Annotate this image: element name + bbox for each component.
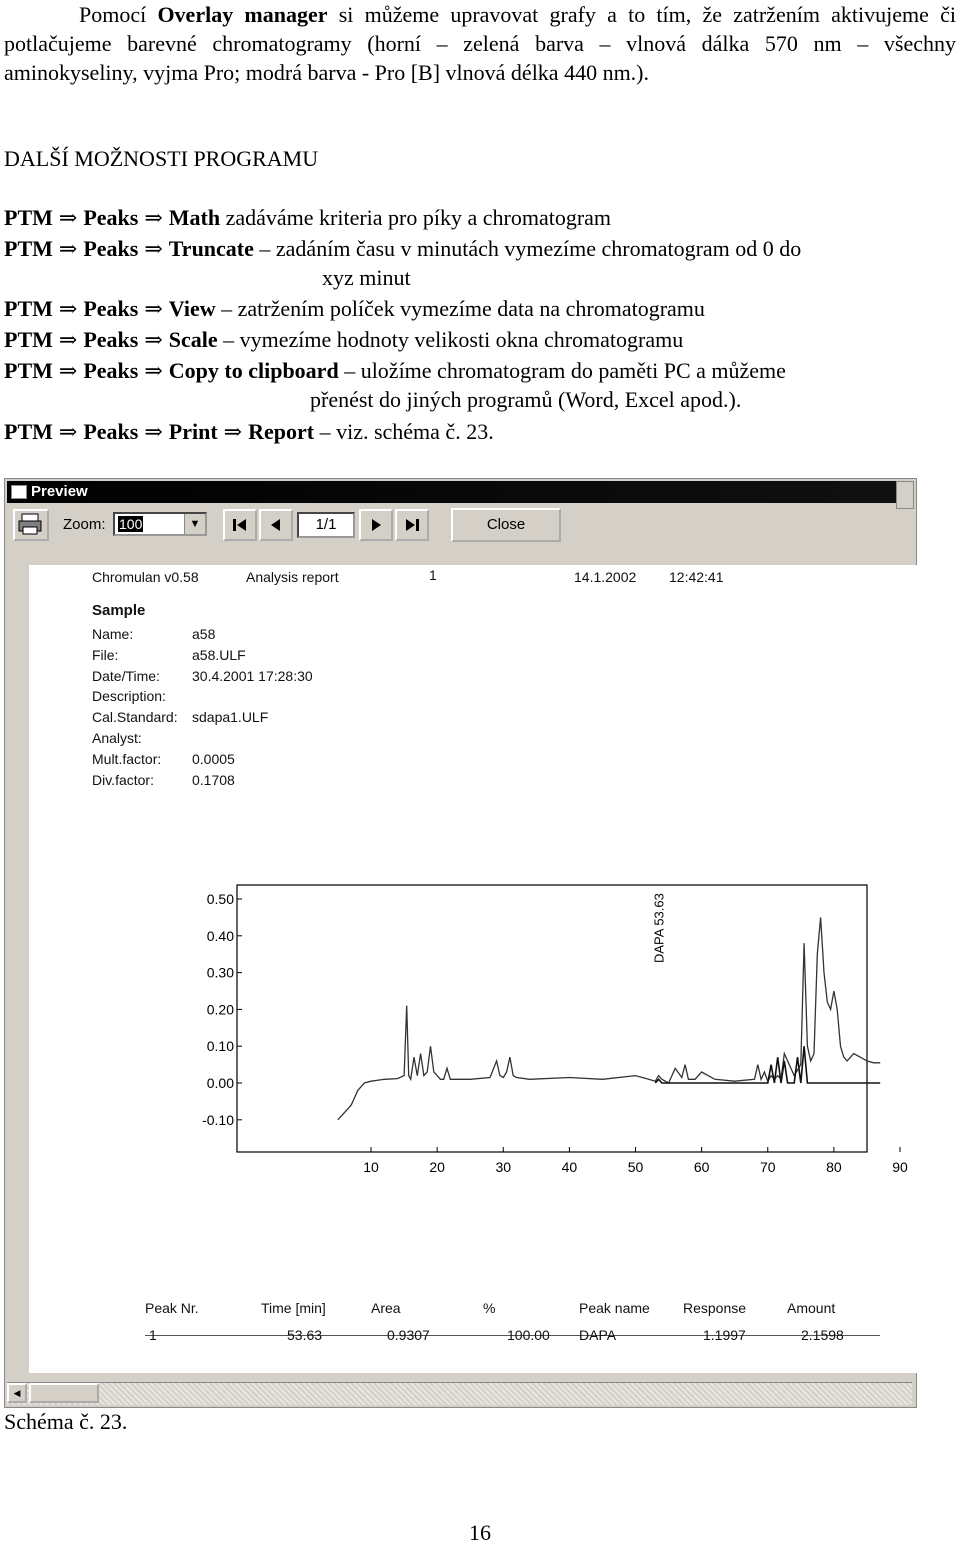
table-header-cell: Peak name [579,1300,650,1316]
menu-path-item: Peaks [83,205,139,230]
menu-description-continuation: přenést do jiných programů (Word, Excel apod.). [310,387,742,412]
x-tick-label: 10 [363,1159,379,1175]
arrow-icon: ⇒ [144,358,163,383]
zoom-value: 100 [119,516,143,532]
table-cell: 53.63 [287,1327,323,1343]
arrow-icon: ⇒ [58,327,78,352]
first-page-icon [225,511,255,539]
print-button[interactable] [13,509,49,541]
previous-page-button[interactable] [259,509,293,541]
x-tick-label: 60 [693,1159,710,1175]
sample-field-value: 30.4.2001 17:28:30 [192,667,313,684]
table-header-cell: Response [683,1300,747,1316]
intro-paragraph [4,0,956,87]
report-type: Analysis report [246,569,339,585]
menu-path-item: Peaks [83,358,139,383]
arrow-icon: ⇒ [58,358,78,383]
title-bar [7,481,912,503]
series-lines [338,917,880,1119]
printer-icon [15,511,47,539]
table-header-cell: Amount [787,1300,836,1316]
sample-heading: Sample [92,602,146,619]
menu-path-item: Math [168,205,221,230]
menu-path-item: PTM [4,358,53,383]
report-time: 12:42:41 [669,569,724,585]
y-tick-label: -0.10 [202,1111,234,1128]
y-tick-label: 0.00 [206,1075,234,1091]
sample-field-label: Mult.factor: [92,750,162,767]
series-line [338,917,880,1119]
sample-field-label: Date/Time: [92,667,160,684]
chromatogram-chart [202,883,908,1193]
y-tick-label: 0.30 [206,964,234,981]
arrow-icon: ⇒ [144,419,163,444]
arrow-icon: ⇒ [144,327,163,352]
arrow-icon: ⇒ [223,419,243,444]
plot-frame [237,885,867,1152]
last-page-icon [397,511,427,539]
x-tick-label: 20 [429,1159,445,1175]
menu-path-item: PTM [4,296,53,321]
menu-line [4,327,683,353]
overlay-manager-term: Overlay manager [157,2,328,27]
x-tick-label: 50 [627,1159,644,1175]
table-cell: 100.00 [507,1327,550,1343]
arrow-icon: ⇒ [144,296,163,321]
menu-path-item: PTM [4,236,53,261]
report-page [29,565,918,1373]
next-page-icon [361,511,391,539]
table-cell: 2.1598 [801,1327,844,1343]
table-header-cell: % [483,1300,496,1316]
peak-annotation: DAPA 53.63 [651,893,667,963]
sample-field-label: Name: [92,626,134,642]
sample-field-label: File: [92,646,119,663]
table-cell: 1 [149,1327,157,1343]
y-tick-label: 0.50 [206,891,234,907]
menu-description: zadáváme kriteria pro píky a chromatogram [220,205,612,230]
toolbar [7,505,912,545]
sample-field-value: 0.0005 [192,750,235,767]
previous-page-icon [261,511,291,539]
x-tick-label: 70 [759,1159,776,1175]
menu-path-item: Report [248,419,315,444]
sample-field-value: sdapa1.ULF [192,709,269,726]
report-page-number: 1 [429,567,437,583]
menu-description: – viz. schéma č. 23. [314,419,494,444]
menu-path-item: Truncate [168,236,254,261]
page-number: 16 [469,1520,491,1545]
menu-path-item: Scale [168,327,218,352]
table-header-cell: Time [min] [261,1300,326,1316]
arrow-icon: ⇒ [58,296,78,321]
table-header-cell: Area [371,1300,401,1316]
menu-path-item: Peaks [83,236,139,261]
figure-caption: Schéma č. 23. [4,1409,128,1434]
scroll-left-icon[interactable]: ◀ [7,1383,27,1403]
menu-description: – uložíme chromatogram do paměti PC a můžeme [338,358,786,383]
close-button[interactable]: Close [451,508,561,542]
sample-field-label: Description: [92,688,166,705]
chevron-down-icon[interactable]: ▼ [184,514,205,534]
menu-path-item: Print [168,419,218,444]
sample-field-label: Div.factor: [92,771,154,788]
menu-line [4,419,494,445]
next-page-button[interactable] [359,509,393,541]
table-header-cell: Peak Nr. [145,1300,199,1316]
arrow-icon: ⇒ [58,419,78,444]
series-line [655,1046,880,1083]
table-cell: DAPA [579,1327,617,1343]
sample-field-value: a58 [192,626,216,642]
horizontal-scrollbar[interactable] [7,1382,912,1405]
menu-path-item: Copy to clipboard [168,358,339,383]
menu-line [4,236,801,262]
sample-field-label: Cal.Standard: [92,709,178,726]
menu-path-item: View [168,296,216,321]
menu-description-continuation: xyz minut [322,265,411,290]
page-indicator: 1/1 [297,512,355,538]
menu-path-item: PTM [4,419,53,444]
annotations [652,893,667,963]
menu-description: – zadáním času v minutách vymezíme chromatogram od 0 do [253,236,802,261]
y-tick-label: 0.10 [206,1038,234,1055]
arrow-icon: ⇒ [58,205,78,230]
scroll-thumb[interactable] [29,1383,99,1403]
intro-text-1: Pomocí [79,2,158,27]
preview-app-icon [11,485,27,499]
table-cell: 1.1997 [703,1327,746,1343]
menu-description: – vymezíme hodnoty velikosti okna chromatogramu [217,327,684,352]
menu-line [4,358,786,384]
sample-field-value: a58.ULF [192,646,246,663]
sample-field-label: Analyst: [92,730,142,746]
last-page-button[interactable] [395,509,429,541]
window-title: Preview [31,483,88,500]
intro-text-2: si můžeme upravovat grafy a to tím, že zatržením aktivujeme či potlačujeme barevné chromatogramy (horní – zelená barva – vlnová dálka 570 nm – všechny aminokyseliny, vyjma Pro; modrá barva - Pro [B] vlnová délka 440 nm.). [4,2,956,85]
menu-path-item: PTM [4,205,53,230]
x-tick-label: 90 [892,1159,908,1175]
zoom-select[interactable] [113,512,207,536]
report-date: 14.1.2002 [574,569,637,585]
sample-field-value: 0.1708 [192,771,235,788]
arrow-icon: ⇒ [144,236,163,261]
arrow-icon: ⇒ [144,205,163,230]
x-tick-label: 80 [826,1159,842,1175]
preview-window [4,478,917,1408]
arrow-icon: ⇒ [58,236,78,261]
menu-path-item: Peaks [83,419,139,444]
table-cell: 0.9307 [387,1327,430,1343]
menu-path-item: Peaks [83,296,139,321]
y-tick-label: 0.40 [206,927,234,944]
section-heading: DALŠÍ MOŽNOSTI PROGRAMU [4,146,319,171]
first-page-button[interactable] [223,509,257,541]
y-tick-label: 0.20 [206,1001,234,1018]
menu-path-item: Peaks [83,327,139,352]
menu-description: – zatržením políček vymezíme data na chromatogramu [215,296,705,321]
x-tick-label: 30 [495,1159,512,1175]
report-program: Chromulan v0.58 [92,569,199,585]
menu-line [4,205,611,231]
zoom-label: Zoom: [63,516,106,533]
menu-path-item: PTM [4,327,53,352]
menu-line [4,296,705,322]
x-tick-label: 40 [561,1159,578,1175]
